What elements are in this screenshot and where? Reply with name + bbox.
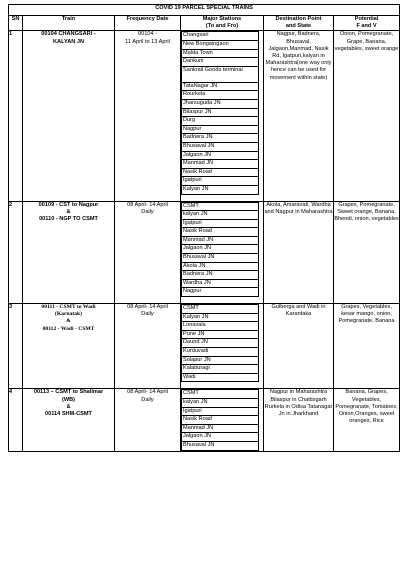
header-potential-line1: Potential	[354, 16, 379, 22]
train-line: (WB)	[61, 396, 76, 403]
station-list	[181, 389, 259, 450]
freq-line: 08 April- 14 April	[127, 304, 168, 311]
train-line: &	[66, 318, 71, 325]
station-list	[181, 202, 259, 298]
station-item: Wadi	[183, 373, 196, 380]
station-item: Bhusaval JN	[182, 143, 258, 152]
station-item: Igatpuri	[182, 408, 258, 417]
station-item: Nagpur	[182, 126, 258, 135]
row-train	[23, 389, 115, 451]
freq-line: Daily	[141, 311, 154, 318]
station-item: New Bongaingaon	[182, 41, 258, 50]
station-list	[181, 304, 259, 382]
station-item: Badnera JN	[182, 134, 258, 143]
train-line: &	[66, 208, 71, 215]
row-frequency	[115, 389, 181, 451]
row-frequency	[115, 31, 181, 201]
row-stations	[181, 31, 264, 201]
row-stations	[181, 201, 264, 304]
station-item: Nasik Road	[182, 228, 258, 237]
station-item: Nasik Road	[182, 169, 258, 178]
station-item: Akola JN	[182, 263, 258, 272]
row-destination: Nagpur in Maharashtra Bilaspur in Chattisgarh Rurkela in Odisa Tatanagar Jn in Jharkhand	[264, 389, 334, 451]
station-item: Solapur JN	[182, 357, 258, 366]
train-line: KALYAN JN	[53, 38, 84, 45]
freq-line: Daily	[141, 396, 154, 403]
station-item: Jharsuguda JN	[182, 100, 258, 109]
header-potential-line2: F and V	[356, 23, 377, 30]
row-sn: 3	[9, 304, 23, 389]
train-line: 00104 CHANGSARI -	[41, 31, 96, 38]
header-stations-line1: Major Stations	[202, 16, 242, 22]
row-train	[23, 31, 115, 201]
header-stations-line2: (To and Fro)	[205, 23, 239, 30]
station-item: Jalgaon JN	[182, 433, 258, 442]
table-row	[9, 31, 400, 201]
table-row	[9, 201, 400, 304]
station-item: Bilaspur JN	[182, 109, 258, 118]
row-stations	[181, 304, 264, 389]
station-item: kalyan JN	[182, 211, 258, 220]
row-train	[23, 201, 115, 304]
station-item: Malda Town	[182, 50, 258, 59]
station-item: Dankuni	[182, 58, 258, 67]
train-line: 00111 - CSMT to Wadi	[41, 304, 96, 311]
row-potential: Grapes, Pomegranate, Sweet orange, Banana, Bhendi, onion, vegetables	[334, 201, 400, 304]
station-item: Kurduvadi	[182, 348, 258, 357]
train-line: (Karnatak)	[54, 311, 83, 318]
header-stations	[181, 16, 264, 31]
train-line: 00113 – CSMT to Shalimar	[33, 389, 104, 396]
station-item: Daund JN	[182, 339, 258, 348]
station-item: Rourkela	[182, 91, 258, 100]
station-item: Pune JN	[182, 331, 258, 340]
station-item: Changsari	[182, 32, 258, 41]
station-item: Durg	[182, 117, 258, 126]
train-line: 00109 - CST to Nagpur	[38, 201, 99, 208]
station-item: Sankrail Goods terminal	[182, 67, 258, 83]
station-item: Bhusaval JN	[182, 254, 258, 263]
row-potential: Grapes, Vegetables, kesar mango, onion, Pomegranate, Banana	[334, 304, 400, 389]
freq-line: 11 April to 13 April	[125, 38, 170, 45]
row-sn: 1	[9, 31, 23, 201]
station-item: Nagpur	[183, 288, 202, 295]
freq-line: 08 April- 14 April	[127, 389, 168, 396]
header-frequency: Frequency Date	[115, 16, 181, 31]
station-item: kalyan JN	[182, 399, 258, 408]
freq-line: 08 April- 14 April	[127, 201, 168, 208]
station-item: Kalyan JN	[183, 185, 209, 192]
station-list	[181, 31, 259, 194]
header-train: Train	[23, 16, 115, 31]
station-item: Kalyan JN	[182, 314, 258, 323]
train-line: 00110 - NGP TO CSMT	[39, 215, 98, 222]
station-item: CSMT	[182, 203, 258, 212]
station-item: Nasik Road	[182, 416, 258, 425]
freq-line: Daily	[141, 208, 154, 215]
station-item: Igatpuri	[182, 177, 258, 186]
train-line: 00112 - Wadi - CSMT	[42, 325, 95, 332]
station-item: CSMT	[182, 305, 258, 314]
row-train	[23, 304, 115, 389]
station-item: Manmad JN	[182, 237, 258, 246]
header-destination-line1: Destination Point	[275, 16, 322, 22]
row-potential: Banana, Grapes, Vegetables, Pomegranate, Tomatoes, Onion,Oranges, sweet oranges, Rice	[334, 389, 400, 451]
row-potential: Onion, Pomegranate, Grape, Banana, vegetables, sweet orange	[334, 31, 400, 201]
station-item: Bhusaval JN	[183, 441, 215, 448]
header-row	[9, 16, 400, 31]
station-item: Manmad JN	[182, 425, 258, 434]
station-item: TataNagar JN	[182, 83, 258, 92]
row-sn: 2	[9, 201, 23, 304]
row-sn: 4	[9, 389, 23, 451]
station-item: Wardha JN	[182, 280, 258, 289]
row-destination: Akola, Amaravati, Wardha and Nagpur in Maharashtra	[264, 201, 334, 304]
parcel-trains-table	[8, 4, 400, 452]
table-row	[9, 304, 400, 389]
header-potential	[334, 16, 400, 31]
row-destination: Gulberga and Wadi in Karantaka	[264, 304, 334, 389]
table-title: COVID 19 PARCEL SPECIAL TRAINS	[9, 5, 400, 16]
row-frequency	[115, 304, 181, 389]
station-item: Manmad JN	[182, 160, 258, 169]
train-line: &	[66, 403, 71, 410]
row-frequency	[115, 201, 181, 304]
header-sn: SN	[9, 16, 23, 31]
station-item: Kalaburagi	[182, 365, 258, 374]
table-row	[9, 389, 400, 451]
header-destination	[264, 16, 334, 31]
station-item: CSMT	[182, 390, 258, 399]
station-item: Igatpuri	[182, 220, 258, 229]
station-item: Jalgaon JN	[182, 245, 258, 254]
row-stations	[181, 389, 264, 451]
station-item: Jalgaon JN	[182, 152, 258, 161]
station-item: Badnera JN	[182, 271, 258, 280]
header-destination-line2: and State	[285, 23, 312, 30]
row-destination: Nagpur, Badnera, Bhusaval, Jalgaon,Manmad, Nasik Rd, Igatpuri,kalyan in Maharashtra(one way only hence can be used for movement within state)	[264, 31, 334, 201]
station-item: Lonavala	[182, 322, 258, 331]
train-line: 00114 SHM-CSMT	[45, 410, 92, 417]
document-page	[8, 4, 399, 452]
freq-line: 00104 -	[138, 31, 157, 38]
